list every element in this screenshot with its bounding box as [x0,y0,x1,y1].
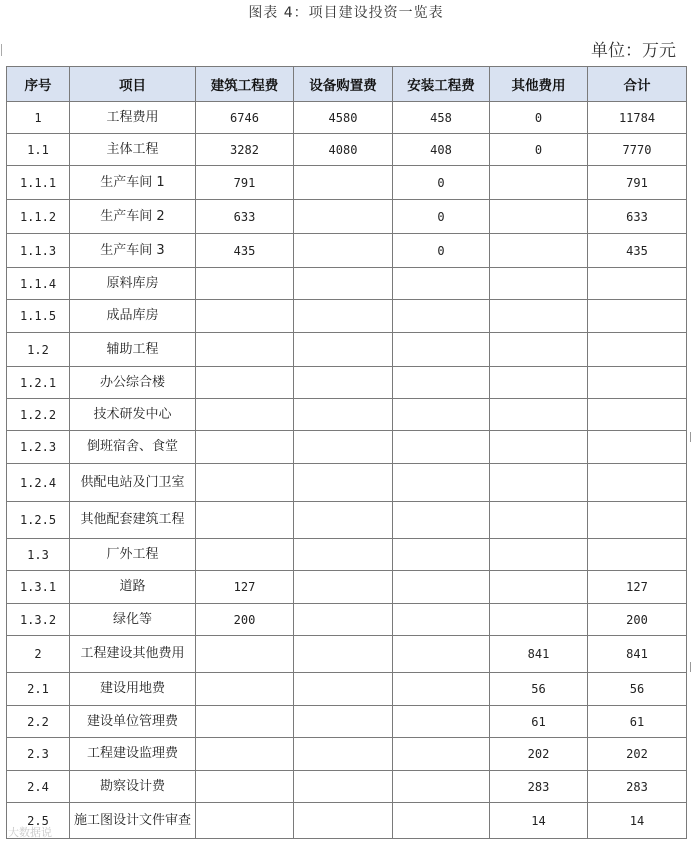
cell-install [393,636,490,673]
cell-install [393,673,490,706]
cell-total: 435 [588,234,687,268]
cell-other: 61 [490,706,588,738]
cell-other: 202 [490,738,588,771]
cell-build [196,300,294,333]
cell-other [490,367,588,399]
cell-total [588,464,687,502]
cell-install [393,464,490,502]
cell-build [196,706,294,738]
cell-name: 供配电站及门卫室 [70,464,196,502]
cell-seq: 1.2.1 [7,367,70,399]
cell-install [393,300,490,333]
cell-install [393,333,490,367]
cell-equip [294,431,393,464]
cell-install [393,431,490,464]
cell-total [588,399,687,431]
cell-seq: 1.3.2 [7,604,70,636]
cell-total: 633 [588,200,687,234]
cell-equip [294,464,393,502]
cell-seq: 1.2.4 [7,464,70,502]
cell-other [490,539,588,571]
cell-equip [294,539,393,571]
cell-equip [294,300,393,333]
cell-other: 0 [490,134,588,166]
cell-equip [294,803,393,839]
cell-total: 14 [588,803,687,839]
cell-other [490,166,588,200]
cell-total [588,539,687,571]
cell-total: 202 [588,738,687,771]
cell-name: 工程建设监理费 [70,738,196,771]
column-header: 合计 [588,67,687,102]
cell-name: 勘察设计费 [70,771,196,803]
table-row [7,399,687,431]
cell-install [393,539,490,571]
table-row [7,166,687,200]
cell-total [588,333,687,367]
cell-install [393,399,490,431]
cell-name: 建设单位管理费 [70,706,196,738]
cell-other: 56 [490,673,588,706]
cell-seq: 1.2.2 [7,399,70,431]
cell-total: 56 [588,673,687,706]
table-row [7,706,687,738]
cell-build [196,502,294,539]
cell-name: 其他配套建筑工程 [70,502,196,539]
cell-seq: 2.3 [7,738,70,771]
cell-equip [294,571,393,604]
table-row [7,464,687,502]
cell-build: 633 [196,200,294,234]
cell-build [196,464,294,502]
cell-seq: 1.1 [7,134,70,166]
cell-name: 建设用地费 [70,673,196,706]
investment-table [6,66,687,839]
table-row [7,431,687,464]
cell-build [196,771,294,803]
cell-seq: 1.2.3 [7,431,70,464]
table-row [7,102,687,134]
cell-build [196,333,294,367]
cell-name: 工程费用 [70,102,196,134]
column-header: 安装工程费 [393,67,490,102]
cell-build [196,268,294,300]
cell-build [196,636,294,673]
cell-equip [294,399,393,431]
cell-name: 生产车间 1 [70,166,196,200]
cell-name: 工程建设其他费用 [70,636,196,673]
cell-name: 生产车间 3 [70,234,196,268]
cell-other: 0 [490,102,588,134]
table-row [7,771,687,803]
cell-total [588,502,687,539]
cell-total [588,268,687,300]
cell-name: 成品库房 [70,300,196,333]
cell-seq: 2.2 [7,706,70,738]
cell-build [196,803,294,839]
cell-install [393,502,490,539]
cell-seq: 1.1.1 [7,166,70,200]
cell-equip [294,706,393,738]
cell-equip [294,673,393,706]
cell-other [490,268,588,300]
cell-install: 0 [393,166,490,200]
cell-name: 倒班宿舍、食堂 [70,431,196,464]
cell-build [196,367,294,399]
cell-install [393,706,490,738]
cell-install [393,738,490,771]
cell-total: 7770 [588,134,687,166]
cell-install: 0 [393,234,490,268]
cell-equip [294,636,393,673]
cell-name: 绿化等 [70,604,196,636]
cell-name: 生产车间 2 [70,200,196,234]
table-row [7,300,687,333]
table-row [7,803,687,839]
cell-seq: 1.3.1 [7,571,70,604]
cell-total: 791 [588,166,687,200]
cell-equip [294,738,393,771]
cell-total [588,431,687,464]
cell-equip: 4580 [294,102,393,134]
cell-name: 办公综合楼 [70,367,196,399]
cell-seq: 1.2.5 [7,502,70,539]
cell-seq: 1.3 [7,539,70,571]
cell-install [393,367,490,399]
cell-install: 408 [393,134,490,166]
cell-build [196,431,294,464]
column-header: 序号 [7,67,70,102]
cell-build [196,738,294,771]
table-row [7,673,687,706]
cell-other [490,399,588,431]
table-row [7,604,687,636]
cell-seq: 1.1.5 [7,300,70,333]
cell-total: 841 [588,636,687,673]
cell-seq: 1.1.2 [7,200,70,234]
cell-name: 厂外工程 [70,539,196,571]
cell-other [490,502,588,539]
table-row [7,571,687,604]
cell-other [490,333,588,367]
table-row [7,200,687,234]
cell-install: 458 [393,102,490,134]
cell-equip [294,166,393,200]
cell-seq: 1 [7,102,70,134]
cell-install [393,803,490,839]
cell-build: 6746 [196,102,294,134]
cell-build: 127 [196,571,294,604]
cell-name: 主体工程 [70,134,196,166]
cell-name: 施工图设计文件审查 [70,803,196,839]
cell-equip [294,502,393,539]
cell-total: 283 [588,771,687,803]
cell-name: 辅助工程 [70,333,196,367]
cell-name: 原料库房 [70,268,196,300]
cell-other [490,200,588,234]
cell-install [393,771,490,803]
cell-other [490,300,588,333]
cell-seq: 2.4 [7,771,70,803]
cell-seq: 2.1 [7,673,70,706]
cell-total: 11784 [588,102,687,134]
cell-other [490,431,588,464]
cell-equip [294,604,393,636]
cell-install: 0 [393,200,490,234]
cell-total: 200 [588,604,687,636]
cell-equip [294,234,393,268]
cell-other: 841 [490,636,588,673]
table-row [7,636,687,673]
cell-build [196,399,294,431]
cell-build: 435 [196,234,294,268]
cell-build [196,539,294,571]
table-row [7,333,687,367]
table-row [7,367,687,399]
table-title: 图表 4：项目建设投资一览表 [248,5,444,21]
cell-other: 283 [490,771,588,803]
column-header: 设备购置费 [294,67,393,102]
cell-equip [294,200,393,234]
cell-seq: 2 [7,636,70,673]
column-header: 建筑工程费 [196,67,294,102]
unit-label: 单位：万元 [591,41,676,61]
cell-install [393,604,490,636]
cell-other [490,604,588,636]
cell-seq: 2.5 [7,803,70,839]
cell-name: 技术研发中心 [70,399,196,431]
table-row [7,502,687,539]
cell-seq: 1.1.4 [7,268,70,300]
cell-other [490,464,588,502]
watermark-text: 大数据说 [8,826,52,839]
table-row [7,738,687,771]
cell-other [490,234,588,268]
cell-total: 61 [588,706,687,738]
table-row [7,539,687,571]
cell-build: 200 [196,604,294,636]
cell-total: 127 [588,571,687,604]
cell-equip [294,333,393,367]
column-header: 其他费用 [490,67,588,102]
cell-build [196,673,294,706]
cell-equip: 4080 [294,134,393,166]
cell-install [393,268,490,300]
cell-total [588,300,687,333]
cell-seq: 1.2 [7,333,70,367]
table-body [7,102,687,839]
cell-name: 道路 [70,571,196,604]
header-row [7,67,687,102]
left-edge-mark [1,44,5,56]
table-row [7,234,687,268]
table-row [7,134,687,166]
cell-other: 14 [490,803,588,839]
cell-other [490,571,588,604]
cell-build: 3282 [196,134,294,166]
cell-total [588,367,687,399]
cell-equip [294,771,393,803]
cell-install [393,571,490,604]
cell-equip [294,268,393,300]
cell-seq: 1.1.3 [7,234,70,268]
cell-equip [294,367,393,399]
table-row [7,268,687,300]
column-header: 项目 [70,67,196,102]
cell-build: 791 [196,166,294,200]
